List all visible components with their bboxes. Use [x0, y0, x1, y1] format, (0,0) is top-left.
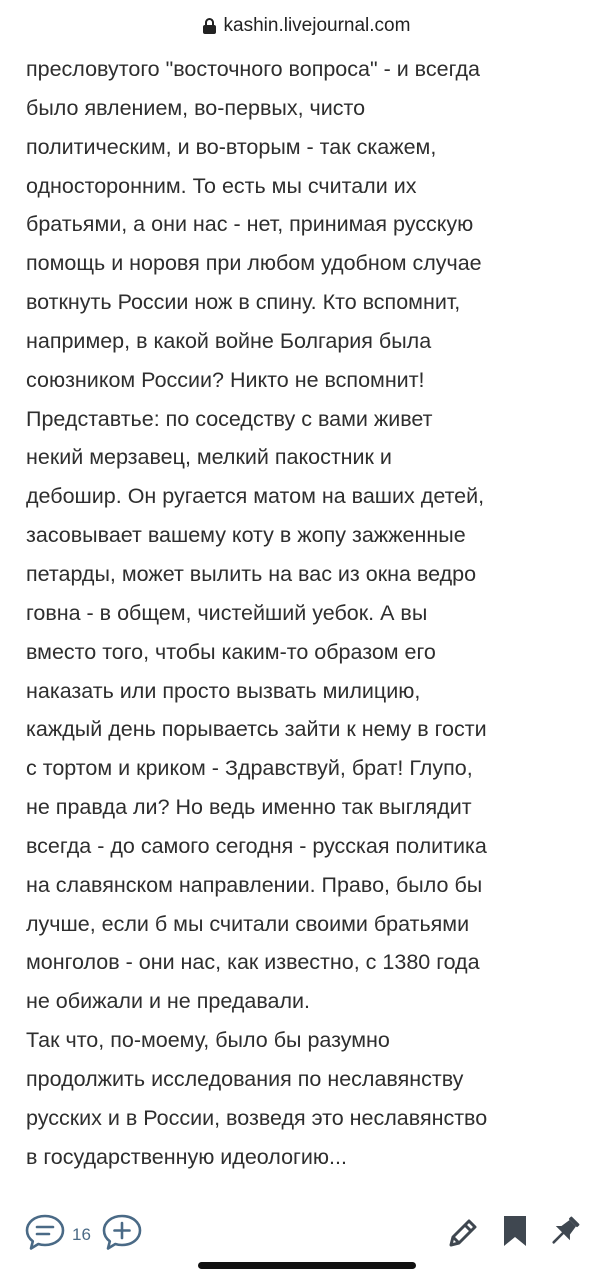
comments-group[interactable] [24, 1212, 143, 1257]
article-line: политическим, и во-вторым - так скажем, [26, 134, 437, 159]
article-line: с тортом и криком - Здравствуй, брат! Глупо, [26, 756, 473, 781]
article-line: лучше, если б мы считали своими братьями [26, 911, 470, 936]
article-line: на славянском направлении. Право, было бы [26, 872, 483, 897]
article-line: каждый день порываетсь зайти к нему в гости [26, 717, 487, 742]
article-line: продолжить исследования по неславянству [26, 1066, 464, 1091]
pin-icon[interactable] [548, 1214, 582, 1250]
article-line: союзником России? Никто не вспомнит! [26, 367, 425, 392]
article-line: Представтье: по соседству с вами живет [26, 406, 433, 431]
article-line: русских и в России, возведя это неславянство [26, 1105, 488, 1130]
article-line: воткнуть России нож в спину. Кто вспомнит, [26, 290, 461, 315]
bookmark-icon[interactable] [502, 1214, 528, 1248]
article-line: было явлением, во-первых, чисто [26, 95, 366, 120]
lock-icon [203, 18, 216, 34]
article-line: помощь и норовя при любом удобном случае [26, 251, 482, 276]
article-line: например, в какой войне Болгария была [26, 328, 432, 353]
article-line: вместо того, чтобы каким-то образом его [26, 639, 436, 664]
browser-address-bar[interactable] [0, 0, 613, 52]
article-line: дебошир. Он ругается матом на ваших детей, [26, 484, 485, 509]
article-line: не обижали и не предавали. [26, 989, 310, 1014]
article-line: петарды, может вылить на вас из окна ведро [26, 561, 477, 586]
article-body [26, 50, 596, 1176]
article-line: Так что, по-моему, было бы разумно [26, 1028, 390, 1053]
article-line: односторонним. То есть мы считали их [26, 173, 417, 198]
article-line: наказать или просто вызвать милицию, [26, 678, 421, 703]
add-comment-icon[interactable] [101, 1212, 143, 1257]
article-paragraph [26, 50, 596, 1176]
comment-bubble-icon[interactable] [24, 1212, 66, 1257]
article-line: не правда ли? Но ведь именно так выглядит [26, 795, 472, 820]
home-indicator[interactable] [198, 1262, 416, 1269]
comment-count: 16 [72, 1224, 91, 1244]
article-line: некий мерзавец, мелкий пакостник и [26, 445, 392, 470]
url-text: kashin.livejournal.com [223, 15, 411, 36]
article-line: монголов - они нас, как известно, с 1380 года [26, 950, 480, 975]
article-line: засовывает вашему коту в жопу зажженные [26, 523, 466, 548]
article-line: братьями, а они нас - нет, принимая русскую [26, 212, 474, 237]
article-line: пресловутого "восточного вопроса" - и всегда [26, 57, 480, 81]
pencil-icon[interactable] [446, 1216, 480, 1250]
article-line: говна - в общем, чистейший уебок. А вы [26, 600, 428, 625]
article-line: в государственную идеологию... [26, 1144, 347, 1169]
article-line: всегда - до самого сегодня - русская политика [26, 833, 487, 858]
url-display[interactable] [203, 15, 411, 37]
